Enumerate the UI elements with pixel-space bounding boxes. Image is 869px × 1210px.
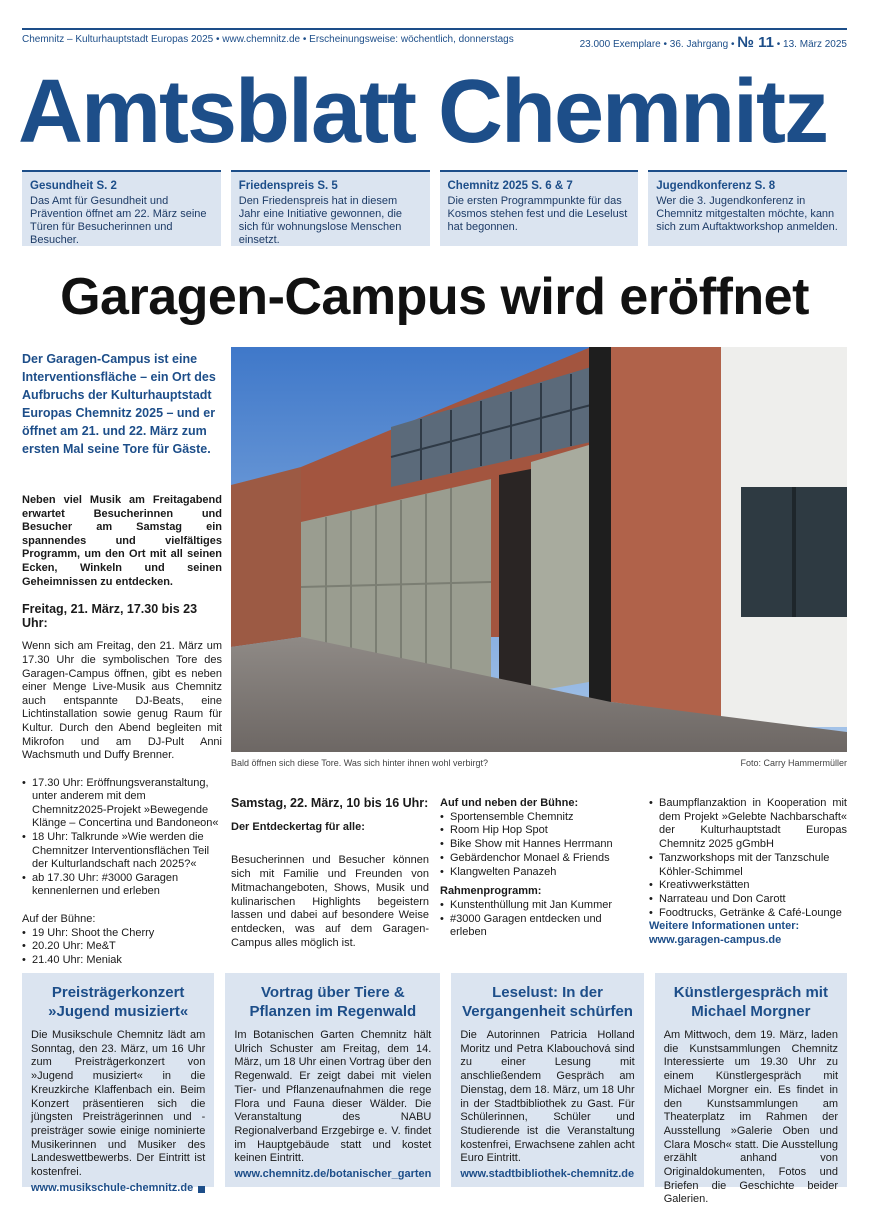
list-item: • 21.40 Uhr: Meniak [22,954,222,968]
list-item: • Klangwelten Panazeh [440,866,638,880]
list-item: • Sportensemble Chemnitz [440,811,638,825]
garage-photo [231,347,847,752]
teaser-gesundheit[interactable] [22,170,221,246]
list-item: • 20.20 Uhr: Me&T [22,940,222,954]
list-item: • 19 Uhr: Shoot the Cherry [22,927,222,941]
list-item: • 17.30 Uhr: Eröffnungsveranstaltung, unter anderem mit dem Chemnitz2025-Projekt »Bewegende Klänge – Concertina und Bandoneon« [22,777,222,831]
list-item: • Foodtrucks, Getränke & Café-Lounge [649,907,847,921]
list-item: • 18 Uhr: Talkrunde »Wie werden die Chemnitzer Interventionsflächen Teil der Kulturlandschaft nach 2025?« [22,831,222,872]
list-item: • Room Hip Hop Spot [440,824,638,838]
event-boxes [22,973,847,1206]
teaser-row [22,170,847,246]
frame-heading: Rahmenprogramm: [440,885,542,898]
box-link-text[interactable]: www.stadtbibliothek-chemnitz.de [460,1168,635,1181]
event-box-jugend-musiziert [22,973,214,1194]
caption-text: Bald öffnen sich diese Tore. Was sich hinter ihnen wohl verbirgt? [231,758,488,768]
friday-heading: Freitag, 21. März, 17.30 bis 23 Uhr: [22,602,198,630]
teaser-body: Das Amt für Gesundheit und Prävention öffnet am 22. März seine Türen für Besucherinnen und Besucher. [30,195,207,246]
box-body: Im Botanischen Garten Chemnitz hält Ulrich Schuster am Freitag, dem 14. März, um 18 Uhr einen Vortrag über den Regenwald. Er zeigt dabei mit vielen Tier- und Pflanzenaufnahmen die rege Flora und Fauna dieser Wälder. Die Veranstaltung des NABU Regionalverband Erzgebirge e. V. findet im Hauptgebäude statt und kostet keinen Eintritt. [234,1029,432,1165]
circulation-info: 23.000 Exemplare • 36. Jahrgang • [579,39,735,50]
box-link-text[interactable]: www.chemnitz.de/botanischer_garten [234,1168,432,1181]
stage-label: Auf der Bühne: [22,913,96,926]
stage-list [22,927,222,968]
box-link-text[interactable]: www.musikschule-chemnitz.de [31,1181,194,1194]
box-link[interactable] [234,1168,431,1182]
teaser-body: Den Friedenspreis hat in diesem Jahr eine Initiative gewonnen, die sich für wohnungslose Menschen einsetzt. [238,195,403,246]
list-item: • Tanzworkshops mit der Tanzschule Köhler-Schimmel [649,852,847,879]
teaser-head: Chemnitz 2025 S. 6 & 7 [447,180,573,192]
event-box-regenwald [225,973,440,1187]
masthead-meta-left: Chemnitz – Kulturhauptstadt Europas 2025 • www.chemnitz.de • Erscheinungsweise: wöchentlich, donnerstags [22,34,514,45]
saturday-subheading: Der Entdeckertag für alle: [231,820,365,833]
list-item: • Kunstenthüllung mit Jan Kummer [440,899,638,913]
list-item: • Baumpflanzaktion in Kooperation mit dem Projekt »Gelebte Nachbarschaft« der Kulturhauptstadt Europas Chemnitz 2025 gGmbH [649,797,847,852]
teaser-jugendkonferenz[interactable] [648,170,847,246]
teaser-head: Friedenspreis S. 5 [238,180,338,192]
program-column [440,797,638,940]
more-program-column [649,797,847,948]
box-title: Leselust: In der Vergangenheit schürfen [462,984,633,1020]
article-left-column [22,494,222,981]
teaser-friedenspreis[interactable] [231,170,430,246]
list-item: • ab 17.30 Uhr: #3000 Garagen kennenlernen und erleben [22,872,222,899]
list-item: • Gebärdenchor Monael & Friends [440,852,638,866]
list-item: • Narrateau und Don Carott [649,893,847,907]
box-link[interactable] [460,1168,634,1182]
photo-caption [231,758,847,768]
issue-date: • 13. März 2025 [776,39,847,50]
event-box-leselust [451,973,643,1187]
article-intro: Neben viel Musik am Freitagabend erwartet Besucherinnen und Besucher am Samstag ein spannendes und vielfältiges Programm, um den Ort mit all seinen Ecken, Winkeln und seinen Geheimnissen zu entdecken. [22,494,222,588]
list-item: • Bike Show mit Hannes Herrmann [440,838,638,852]
onstage-list [440,811,638,880]
teaser-body: Wer die 3. Jugendkonferenz in Chemnitz mitgestalten möchte, kann sich zum Auftaktworkshop anmelden. [656,195,838,233]
teaser-chemnitz-2025[interactable] [440,170,639,246]
list-item: • Kreativwerkstätten [649,879,847,893]
teaser-head: Jugendkonferenz S. 8 [656,180,776,192]
saturday-text: Besucherinnen und Besucher können sich mit Familie und Freunden von Mitmachangeboten, Shows, Musik und kulinarischen Highlights begeistern lassen und dabei auf besondere Weise entdecken, was auf dem Garagen-Campus alles möglich ist. [231,854,429,949]
masthead-meta-right [580,34,847,51]
top-rule [22,28,847,30]
saturday-column [231,797,429,950]
friday-text: Wenn sich am Freitag, den 21. März um 17.30 Uhr die symbolischen Tore des Garagen-Campus öffnen, gibt es neben einer Menge Live-Musik aus Chemnitz auch entspannte DJ-Beats, eine Lichtinstallation sowie genug Raum für Kultur. Durch den Abend begleiten mit Mikrofon und am DJ-Pult Anni Wachsmuth und Duffy Brenner. [22,640,222,762]
more-info-label: Weitere Informationen unter: [649,920,800,933]
article-headline: Garagen-Campus wird eröffnet [60,268,809,326]
box-title: Preisträgerkonzert »Jugend musiziert« [48,984,189,1020]
onstage-heading: Auf und neben der Bühne: [440,797,579,809]
friday-list [22,777,222,899]
photo-credit: Foto: Carry Hammermüller [740,758,847,768]
saturday-heading: Samstag, 22. März, 10 bis 16 Uhr: [231,796,429,810]
teaser-head: Gesundheit S. 2 [30,180,117,192]
issue-number: № 11 [737,34,774,51]
more-list [649,797,847,920]
box-title: Künstlergespräch mit Michael Morgner [673,984,828,1020]
box-title: Vortrag über Tiere & Pflanzen im Regenwald [249,984,417,1020]
list-item: • #3000 Garagen entdecken und erleben [440,913,638,940]
garagen-campus-link[interactable]: www.garagen-campus.de [649,934,782,947]
event-box-morgner [655,973,847,1206]
frame-list [440,899,638,940]
teaser-body: Die ersten Programmpunkte für das Kosmos stehen fest und die Leselust hat begonnen. [447,195,628,233]
box-body: Am Mittwoch, dem 19. März, laden die Kunstsammlungen Chemnitz Interessierte um 19.30 Uhr zu einem Künstlergespräch mit Michael Morgner ein. Es findet in den Kunstsammlungen am Theaterplatz im Rahmen der Ausstellung »Galerie Oben und Clara Mosch« statt. Die Ausstellung erzählt anhand von Originaldokumenten, Fotos und Briefen die Geschichte beider Galerien. [663,1029,839,1206]
article-lead: Der Garagen-Campus ist eine Interventionsfläche – ein Ort des Aufbruchs der Kulturhauptstadt Europas Chemnitz 2025 – und er öffnet am 21. und 22. März zum ersten Mal seine Tore für Gäste. [22,352,216,456]
box-body: Die Autorinnen Patricia Holland Moritz und Petra Klabouchová sind zu einer Lesung mit anschließendem Gespräch am Dienstag, dem 18. März, um 18 Uhr in der Stadtbibliothek zu Gast. Für Schülerinnen, Schüler und Studierende ist die Veranstaltung kostenfrei, Erwachsene zahlen acht Euro Eintritt. [460,1029,635,1165]
box-link[interactable] [31,1182,205,1196]
masthead-title: Amtsblatt Chemnitz [18,62,828,162]
end-square-icon [198,1186,205,1193]
box-body: Die Musikschule Chemnitz lädt am Sonntag, den 23. März, um 16 Uhr zum Preisträgerkonzert von »Jugend musiziert« in die Kreuzkirche Klaffenbach ein. Beim Konzert präsentieren sich die jüngsten Preisträgerinnen und -preisträger sowie einige nominierte Musikerinnen und Musiker des Landeswettbewerbs. Der Eintritt ist kostenfrei. [31,1029,206,1179]
